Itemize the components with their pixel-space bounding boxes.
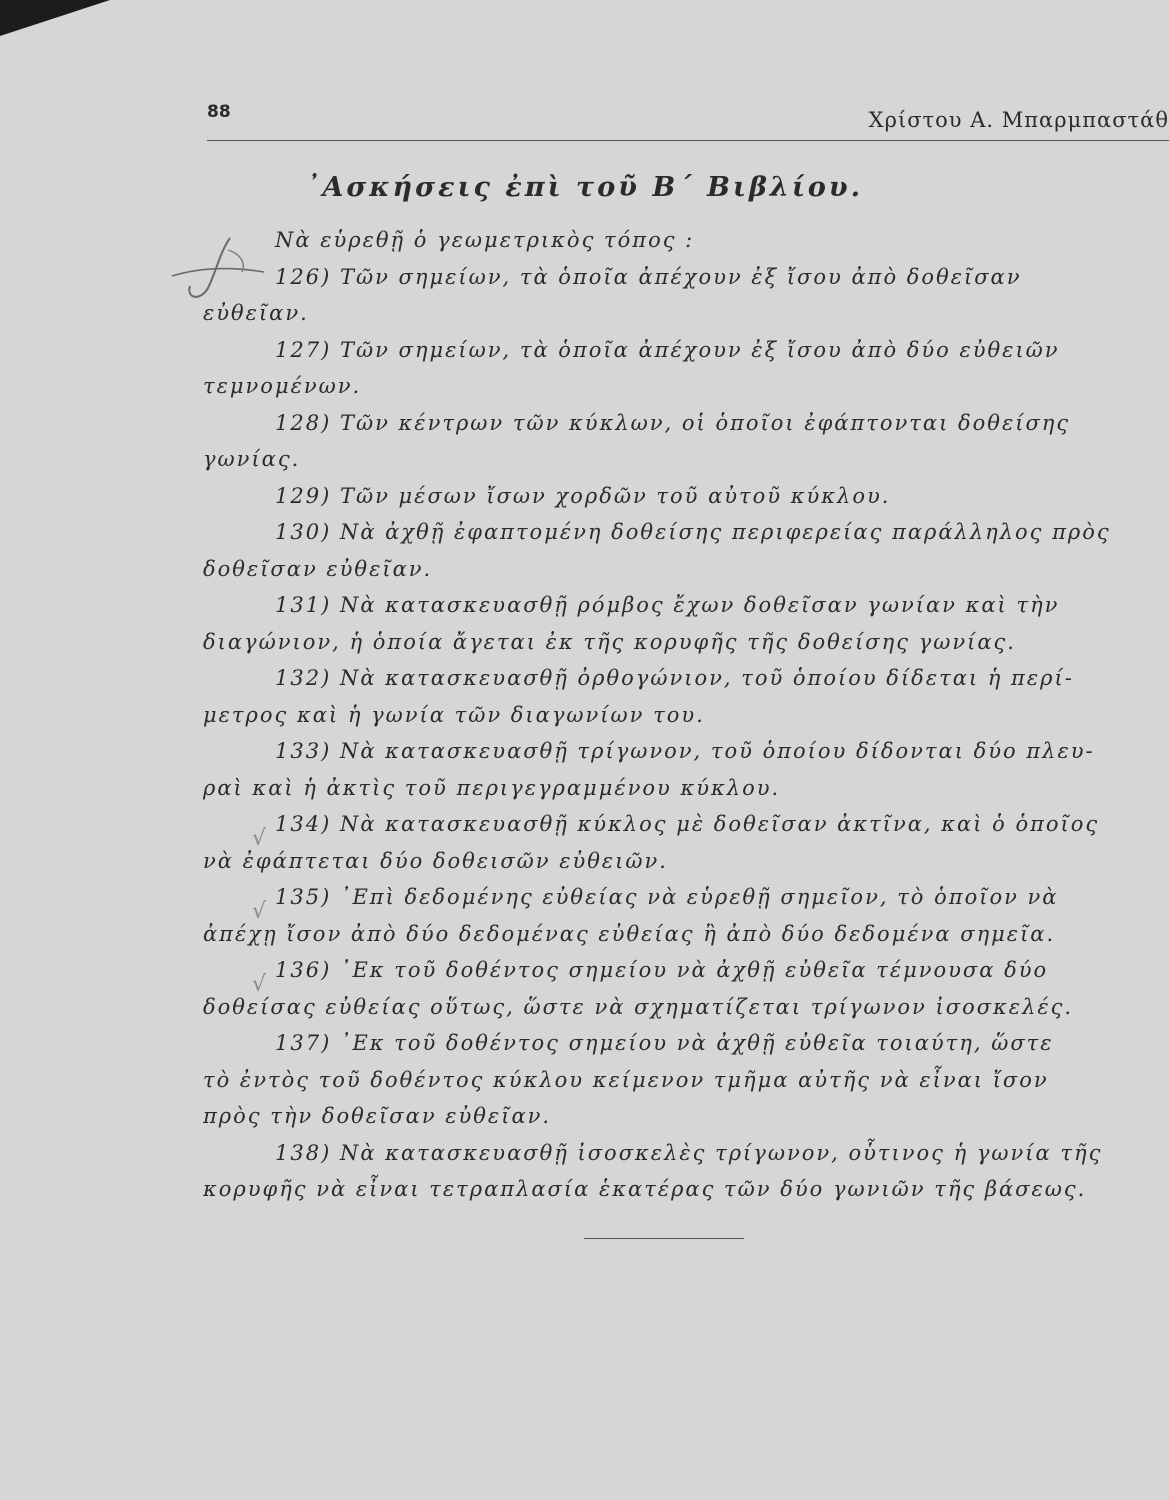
section-title: ᾿Ασκήσεις ἐπὶ τοῦ Β΄ Βιβλίου. [305, 172, 864, 203]
text-line: ἀπέχῃ ἴσον ἀπὸ δύο δεδομένας εὐθείας ἢ ἀπὸ δύο δεδομένα σημεῖα. [203, 921, 1056, 946]
text-line: 130) Νὰ ἀχθῇ ἐφαπτομένη δοθείσης περιφερείας παράλληλος πρὸς [275, 520, 1111, 544]
text-line: 132) Νὰ κατασκευασθῇ ὀρθογώνιον, τοῦ ὁποίου δίδεται ἡ περί- [275, 666, 1074, 690]
text-line: 138) Νὰ κατασκευασθῇ ἰσοσκελὲς τρίγωνον, οὗτινος ἡ γωνία τῆς [275, 1140, 1103, 1165]
text-line: 131) Νὰ κατασκευασθῇ ρόμβος ἔχων δοθεῖσαν γωνίαν καὶ τὴν [275, 593, 1060, 617]
page-header [207, 100, 1169, 141]
text-line: πρὸς τὴν δοθεῖσαν εὐθεῖαν. [203, 1104, 552, 1128]
text-line: δοθεῖσαν εὐθεῖαν. [203, 556, 433, 581]
running-head: Χρίστου Α. Μπαρμπαστάθ [868, 108, 1169, 132]
text-line: 127) Τῶν σημείων, τὰ ὁποῖα ἀπέχουν ἐξ ἴσου ἀπὸ δύο εὐθειῶν [275, 337, 1060, 362]
text-line: 134) Νὰ κατασκευασθῇ κύκλος μὲ δοθεῖσαν ἀκτῖνα, καὶ ὁ ὁποῖος [275, 812, 1100, 836]
exercise-list [203, 222, 1169, 1208]
text-line: 128) Τῶν κέντρων τῶν κύκλων, οἱ ὁποῖοι ἐφάπτονται δοθείσης [275, 410, 1071, 435]
text-line: εὐθεῖαν. [203, 301, 309, 325]
text-line: ραὶ καὶ ἡ ἀκτὶς τοῦ περιγεγραμμένου κύκλου. [203, 775, 781, 800]
text-line: τεμνομένων. [203, 374, 362, 398]
text-line: 133) Νὰ κατασκευασθῇ τρίγωνον, τοῦ ὁποίου δίδονται δύο πλευ- [275, 739, 1095, 763]
check-mark-135: √ [252, 826, 267, 851]
text-line: κορυφῆς νὰ εἶναι τετραπλασία ἑκατέρας τῶν δύο γωνιῶν τῆς βάσεως. [203, 1177, 1087, 1201]
text-line: δοθείσας εὐθείας οὕτως, ὥστε νὰ σχηματίζεται τρίγωνον ἰσοσκελές. [203, 994, 1074, 1019]
text-line: 137) ᾿Εκ τοῦ δοθέντος σημείου νὰ ἀχθῇ εὐθεῖα τοιαύτη, ὥστε [275, 1031, 1054, 1055]
text-line: νὰ ἐφάπτεται δύο δοθεισῶν εὐθειῶν. [203, 848, 668, 873]
text-line: τὸ ἐντὸς τοῦ δοθέντος κύκλου κείμενον τμῆμα αὐτῆς νὰ εἶναι ἴσον [203, 1067, 1049, 1092]
text-line: μετρος καὶ ἡ γωνία τῶν διαγωνίων του. [203, 702, 705, 727]
text-line: 136) ᾿Εκ τοῦ δοθέντος σημείου νὰ ἀχθῇ εὐθεῖα τέμνουσα δύο [275, 958, 1049, 982]
end-rule [584, 1238, 744, 1239]
text-line: 135) ᾿Επὶ δεδομένης εὐθείας νὰ εὑρεθῇ σημεῖον, τὸ ὁποῖον νὰ [275, 885, 1059, 909]
page-number: 88 [207, 102, 231, 122]
text-line: γωνίας. [203, 447, 301, 471]
text-line: 126) Τῶν σημείων, τὰ ὁποῖα ἀπέχουν ἐξ ἴσου ἀπὸ δοθεῖσαν [275, 264, 1022, 289]
check-mark-136: √ [252, 899, 267, 924]
text-line: Νὰ εὑρεθῇ ὁ γεωμετρικὸς τόπος : [275, 228, 695, 252]
text-line: διαγώνιον, ἡ ὁποία ἄγεται ἐκ τῆς κορυφῆς τῆς δοθείσης γωνίας. [203, 629, 1016, 654]
check-mark-137: √ [252, 972, 267, 997]
text-line: 129) Τῶν μέσων ἴσων χορδῶν τοῦ αὐτοῦ κύκλου. [275, 483, 891, 508]
scan-corner-shadow [0, 0, 110, 36]
